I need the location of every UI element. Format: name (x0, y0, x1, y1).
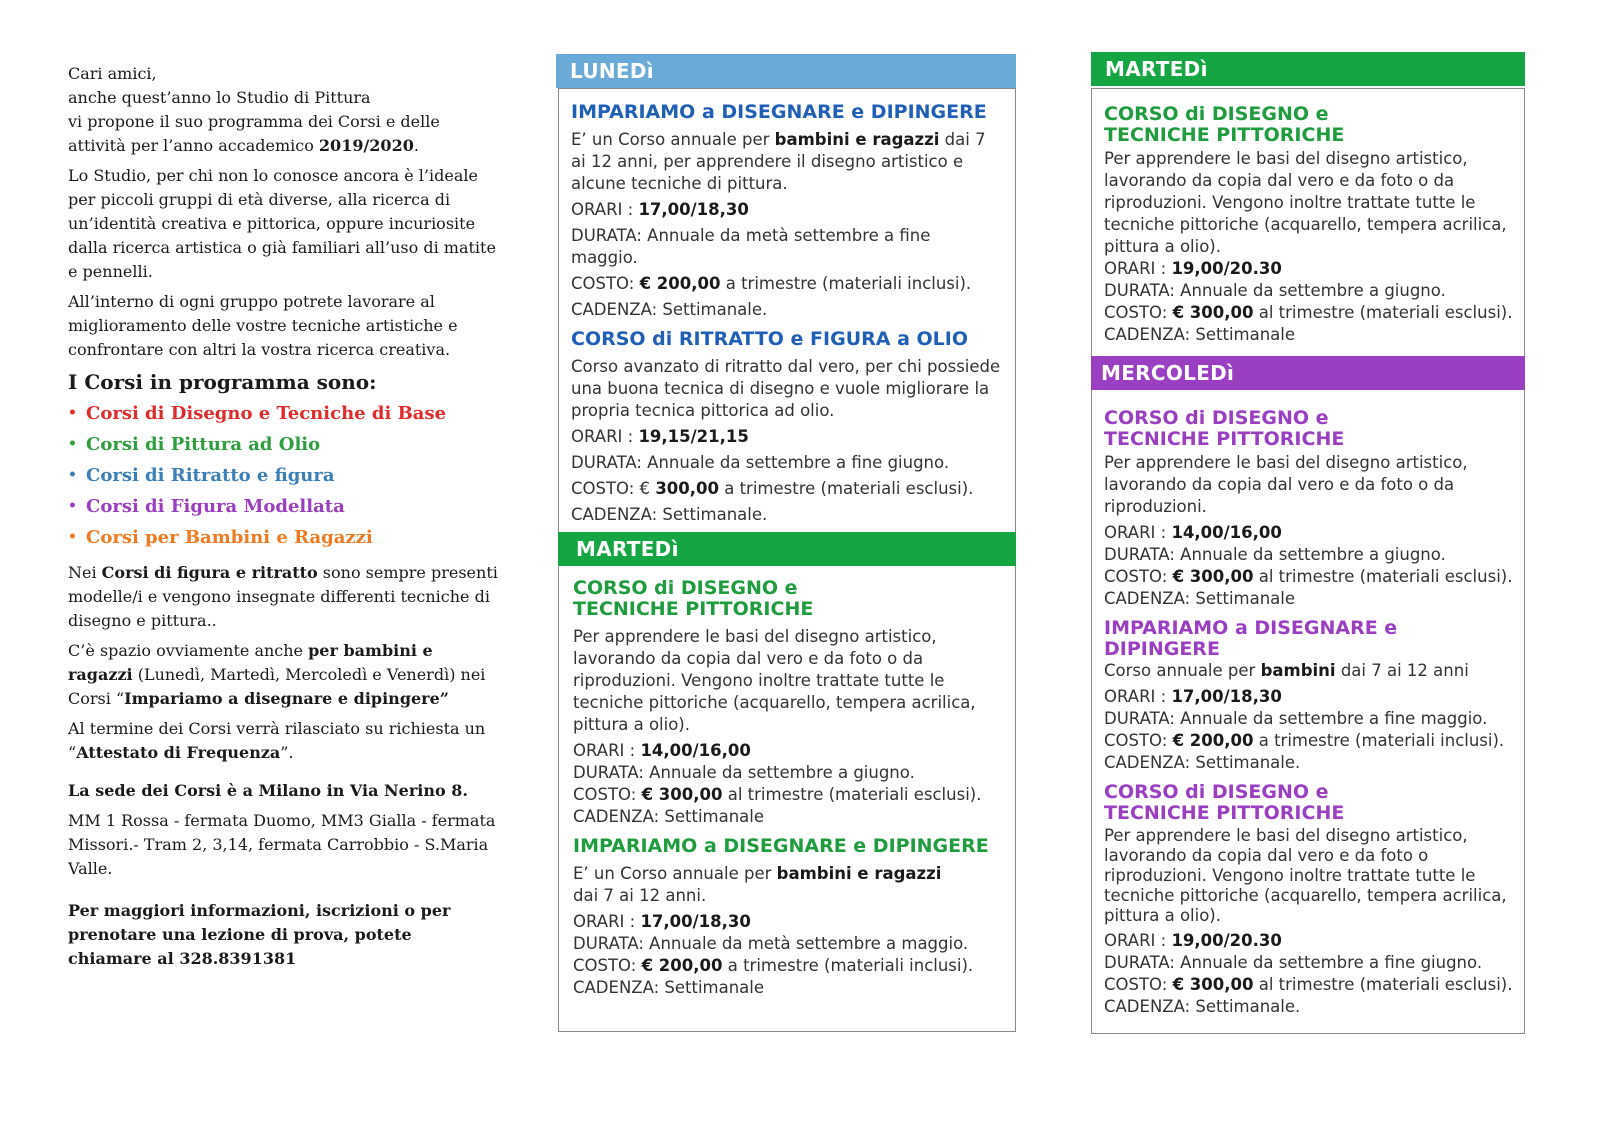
course-list-label: Corsi di Pittura ad Olio (86, 434, 321, 455)
course-hours: ORARI : 19,15/21,15 (571, 427, 749, 446)
course-cost: COSTO: € 200,00 a trimestre (materiali inclusi). (1104, 731, 1505, 750)
intro-column (68, 62, 498, 977)
figure-courses-paragraph: Nei Corsi di figura e ritratto sono sempre presenti modelle/i e vengono insegnate differenti tecniche di disegno e pittura.. (68, 563, 498, 630)
groups-description: All’interno di ogni gruppo potrete lavorare al miglioramento delle vostre tecniche artistiche e confrontare con altri la vostra ricerca creativa. (68, 292, 458, 359)
course-cost: COSTO: € 300,00 al trimestre (materiali esclusi). (573, 785, 982, 804)
course-list-item (68, 491, 498, 522)
course-list-label: Corsi di Disegno e Tecniche di Base (86, 403, 447, 424)
course-hours: ORARI : 19,00/20.30 (1104, 931, 1282, 950)
location-text: La sede dei Corsi è a Milano in Via Nerino 8. (68, 781, 468, 800)
bullet-icon: • (68, 467, 77, 483)
course-description: Corso annuale per bambini dai 7 ai 12 anni (1104, 661, 1469, 680)
wednesday-courses (1104, 408, 1516, 1018)
courses-heading: I Corsi in programma sono: (68, 370, 377, 394)
course-duration: DURATA: Annuale da settembre a fine giugno. (571, 453, 950, 472)
wednesday-header: MERCOLEDì (1091, 356, 1525, 390)
course-frequency: CADENZA: Settimanale. (571, 505, 768, 524)
course-title: TECNICHE PITTORICHE (1104, 802, 1345, 824)
course-frequency: CADENZA: Settimanale (573, 978, 765, 997)
course-list-item (68, 460, 498, 491)
intro-line: attività per l’anno accademico 2019/2020. (68, 136, 419, 155)
course-title: IMPARIAMO a DISEGNARE e DIPINGERE (573, 835, 989, 857)
course-title: CORSO di RITRATTO e FIGURA a OLIO (571, 328, 968, 350)
course-cost: COSTO: € 300,00 al trimestre (materiali esclusi). (1104, 975, 1513, 994)
course-duration: DURATA: Annuale da settembre a giugno. (573, 763, 915, 782)
tuesday-header-right: MARTEDì (1091, 52, 1525, 86)
transport-text: MM 1 Rossa - fermata Duomo, MM3 Gialla - fermata Missori.- Tram 2, 3,14, fermata Carrobbio - S.Maria Valle. (68, 811, 496, 878)
course-duration: DURATA: Annuale da settembre a fine maggio. (1104, 709, 1488, 728)
course-title: TECNICHE PITTORICHE (1104, 124, 1345, 146)
course-title: CORSO di DISEGNO e (573, 577, 798, 599)
course-list-item (68, 522, 498, 553)
course-title: CORSO di DISEGNO e (1104, 781, 1329, 803)
course-list (68, 398, 498, 553)
course-hours: ORARI : 19,00/20.30 (1104, 259, 1282, 278)
bullet-icon: • (68, 405, 77, 421)
course-hours: ORARI : 14,00/16,00 (1104, 523, 1282, 542)
course-title: TECNICHE PITTORICHE (573, 598, 814, 620)
tuesday-courses (573, 578, 1003, 999)
course-cost: COSTO: € 300,00 al trimestre (materiali esclusi). (1104, 567, 1513, 586)
course-frequency: CADENZA: Settimanale (1104, 589, 1296, 608)
course-duration: DURATA: Annuale da settembre a giugno. (1104, 545, 1446, 564)
intro-paragraph (68, 62, 498, 158)
course-hours: ORARI : 17,00/18,30 (571, 200, 749, 219)
bullet-icon: • (68, 529, 77, 545)
certificate-paragraph: Al termine dei Corsi verrà rilasciato su richiesta un “Attestato di Frequenza”. (68, 719, 486, 762)
monday-header: LUNEDì (556, 54, 1016, 88)
course-title: IMPARIAMO a DISEGNARE e DIPINGERE (571, 101, 987, 123)
course-duration: DURATA: Annuale da settembre a fine giugno. (1104, 953, 1483, 972)
course-description: Per apprendere le basi del disegno artistico, lavorando da copia dal vero e da foto o da riproduzioni. Vengono inoltre trattate tutte le tecniche pittoriche (acquarello, tempera acrilica, pittura a olio). (573, 627, 976, 734)
course-duration: DURATA: Annuale da settembre a giugno. (1104, 281, 1446, 300)
course-title: TECNICHE PITTORICHE (1104, 428, 1345, 450)
course-cost: COSTO: € 200,00 a trimestre (materiali inclusi). (573, 956, 974, 975)
course-description: Per apprendere le basi del disegno artistico, lavorando da copia dal vero e da foto o riproduzioni. Vengono inoltre trattate tutte le tecniche pittoriche (acquarello, tempera acrilica, pittura a olio). (1104, 826, 1507, 925)
course-title: CORSO di DISEGNO e (1104, 407, 1329, 429)
studio-description: Lo Studio, per chi non lo conosce ancora è l’ideale per piccoli gruppi di età diverse, alla ricerca di un’identità creativa e pittorica, oppure incuriosite dalla ricerca artistica o già familiari all’uso di matite e pennelli. (68, 166, 496, 281)
course-duration: DURATA: Annuale da metà settembre a fine maggio. (571, 226, 931, 267)
course-hours: ORARI : 17,00/18,30 (573, 912, 751, 931)
course-hours: ORARI : 17,00/18,30 (1104, 687, 1282, 706)
kids-courses-paragraph: C’è spazio ovviamente anche per bambini e ragazzi (Lunedì, Martedì, Mercoledì e Venerdì) nei Corsi “Impariamo a disegnare e dipingere” (68, 641, 486, 708)
bullet-icon: • (68, 498, 77, 514)
course-frequency: CADENZA: Settimanale. (571, 300, 768, 319)
course-list-item (68, 429, 498, 460)
course-description: E’ un Corso annuale per bambini e ragazzi dai 7 ai 12 anni, per apprendere il disegno artistico e alcune tecniche di pittura. (571, 130, 986, 193)
academic-year: 2019/2020 (318, 136, 414, 155)
tuesday-header: MARTEDì (558, 532, 1016, 566)
course-description: Corso avanzato di ritratto dal vero, per chi possiede una buona tecnica di disegno e vuole migliorare la propria tecnica pittorica ad olio. (571, 357, 1001, 420)
monday-courses (571, 102, 1001, 530)
course-frequency: CADENZA: Settimanale (573, 807, 765, 826)
course-frequency: CADENZA: Settimanale (1104, 325, 1296, 344)
greeting: Cari amici, (68, 64, 157, 83)
course-title: CORSO di DISEGNO e (1104, 103, 1329, 125)
course-cost: COSTO: € 200,00 a trimestre (materiali inclusi). (571, 274, 972, 293)
bullet-icon: • (68, 436, 77, 452)
course-list-label: Corsi per Bambini e Ragazzi (86, 527, 373, 548)
course-list-label: Corsi di Ritratto e figura (86, 465, 335, 486)
course-frequency: CADENZA: Settimanale. (1104, 753, 1301, 772)
contact-info: Per maggiori informazioni, iscrizioni o per prenotare una lezione di prova, potete chiamare al 328.8391381 (68, 901, 451, 968)
course-cost: COSTO: € 300,00 a trimestre (materiali esclusi). (571, 479, 974, 498)
course-description: Per apprendere le basi del disegno artistico, lavorando da copia dal vero e da foto o da riproduzioni. Vengono inoltre trattate tutte le tecniche pittoriche (acquarello, tempera acrilica, pittura a olio). (1104, 149, 1507, 256)
intro-line: vi propone il suo programma dei Corsi e delle (68, 112, 440, 131)
course-list-label: Corsi di Figura Modellata (86, 496, 345, 517)
tuesday-course-right (1104, 104, 1516, 346)
course-hours: ORARI : 14,00/16,00 (573, 741, 751, 760)
course-frequency: CADENZA: Settimanale. (1104, 997, 1301, 1016)
course-cost: COSTO: € 300,00 al trimestre (materiali esclusi). (1104, 303, 1513, 322)
course-list-item (68, 398, 498, 429)
course-duration: DURATA: Annuale da metà settembre a maggio. (573, 934, 969, 953)
course-description: E’ un Corso annuale per bambini e ragazzi dai 7 ai 12 anni. (573, 864, 942, 905)
course-description: Per apprendere le basi del disegno artistico, lavorando da copia dal vero e da foto o da riproduzioni. (1104, 453, 1468, 516)
course-title: IMPARIAMO a DISEGNARE e DIPINGERE (1104, 617, 1398, 660)
intro-line: anche quest’anno lo Studio di Pittura (68, 88, 371, 107)
